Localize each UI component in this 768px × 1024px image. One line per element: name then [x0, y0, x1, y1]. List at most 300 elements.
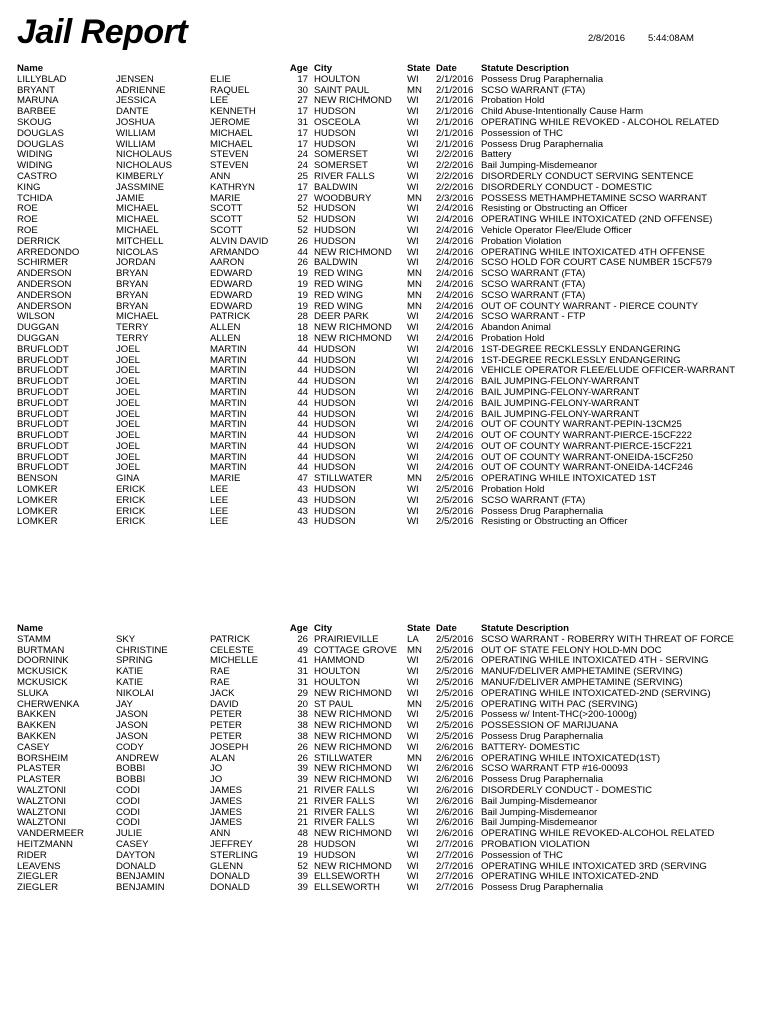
cell-last-name: STAMM [17, 633, 51, 645]
cell-statute-description: OPERATING WHILE INTOXICATED 4TH OFFENSE [481, 246, 705, 258]
cell-middle-name: MICHAEL [210, 138, 253, 150]
cell-last-name: CASTRO [17, 170, 57, 182]
cell-first-name: JOEL [116, 386, 140, 398]
cell-statute-description: POSSESSION OF MARIJUANA [481, 720, 619, 732]
cell-state: WI [407, 224, 419, 236]
table-row [0, 743, 768, 754]
cell-middle-name: PATRICK [210, 633, 251, 645]
cell-middle-name: ELIE [210, 73, 231, 85]
cell-first-name: CASEY [116, 838, 149, 850]
cell-first-name: KATIE [116, 676, 144, 688]
cell-date: 2/4/2016 [436, 203, 474, 215]
cell-statute-description: SCSO WARRANT - FTP [481, 311, 586, 323]
cell-first-name: MICHAEL [116, 224, 159, 236]
cell-first-name: JASSMINE [116, 181, 164, 193]
cell-last-name: TCHIDA [17, 192, 53, 204]
column-header-date: Date [436, 63, 457, 74]
report-title: Jail Report [17, 13, 188, 51]
cell-last-name: BAKKEN [17, 709, 56, 721]
cell-date: 2/4/2016 [436, 451, 474, 463]
cell-statute-description: SCSO WARRANT (FTA) [481, 84, 586, 96]
cell-city: SOMERSET [314, 160, 368, 172]
cell-date: 2/4/2016 [436, 289, 474, 301]
report-time: 5:44:08AM [648, 33, 694, 44]
cell-state: WI [407, 95, 419, 107]
cell-statute-description: OPERATING WITH PAC (SERVING) [481, 698, 638, 710]
cell-state: MN [407, 644, 422, 656]
cell-date: 2/4/2016 [436, 376, 474, 388]
cell-middle-name: JAMES [210, 795, 242, 807]
cell-date: 2/1/2016 [436, 127, 474, 139]
cell-statute-description: MANUF/DELIVER AMPHETAMINE (SERVING) [481, 676, 683, 688]
cell-middle-name: MICHAEL [210, 127, 253, 139]
cell-statute-description: BAIL JUMPING-FELONY-WARRANT [481, 397, 640, 409]
cell-date: 2/1/2016 [436, 138, 474, 150]
cell-last-name: BURTMAN [17, 644, 65, 656]
cell-date: 2/4/2016 [436, 268, 474, 280]
cell-age: 21 [297, 806, 308, 818]
cell-last-name: SKOUG [17, 116, 52, 128]
table-row [0, 851, 768, 862]
cell-date: 2/4/2016 [436, 322, 474, 334]
cell-middle-name: ALLEN [210, 332, 241, 344]
cell-city: NEW RICHMOND [314, 741, 392, 753]
cell-last-name: BAKKEN [17, 730, 56, 742]
cell-state: WI [407, 795, 419, 807]
cell-statute-description: SCSO WARRANT - ROBERRY WITH THREAT OF FORCE [481, 633, 734, 645]
cell-middle-name: DONALD [210, 871, 250, 883]
cell-middle-name: MARTIN [210, 386, 247, 398]
cell-middle-name: LEE [210, 505, 229, 517]
cell-date: 2/5/2016 [436, 644, 474, 656]
cell-age: 44 [297, 451, 308, 463]
cell-age: 41 [297, 655, 308, 667]
cell-state: WI [407, 516, 419, 528]
cell-last-name: CASEY [17, 741, 50, 753]
cell-date: 2/4/2016 [436, 354, 474, 366]
cell-first-name: CODI [116, 806, 140, 818]
cell-statute-description: OUT OF STATE FELONY HOLD-MN DOC [481, 644, 662, 656]
cell-age: 28 [297, 838, 308, 850]
cell-age: 38 [297, 709, 308, 721]
cell-city: HOULTON [314, 676, 361, 688]
cell-first-name: WILLIAM [116, 127, 156, 139]
cell-middle-name: MARTIN [210, 343, 247, 355]
cell-age: 21 [297, 795, 308, 807]
cell-date: 2/2/2016 [436, 160, 474, 172]
cell-age: 52 [297, 203, 308, 215]
cell-first-name: KATIE [116, 666, 144, 678]
cell-state: WI [407, 365, 419, 377]
cell-statute-description: OPERATING WHILE INTOXICATED 4TH - SERVING [481, 655, 709, 667]
record-list [0, 635, 768, 894]
cell-last-name: SCHIRMER [17, 257, 69, 269]
cell-last-name: BRUFLODT [17, 386, 69, 398]
cell-last-name: ROE [17, 224, 38, 236]
cell-city: RED WING [314, 289, 364, 301]
cell-date: 2/4/2016 [436, 311, 474, 323]
cell-city: HUDSON [314, 365, 356, 377]
cell-first-name: NICHOLAUS [116, 160, 172, 172]
cell-last-name: VANDERMEER [17, 828, 84, 840]
cell-statute-description: Possess Drug Paraphernalia [481, 73, 604, 85]
table-row [0, 689, 768, 700]
cell-city: NEW RICHMOND [314, 95, 392, 107]
cell-statute-description: Resisting or Obstructing an Officer [481, 203, 628, 215]
cell-last-name: ZIEGLER [17, 882, 59, 894]
cell-first-name: JULIE [116, 828, 143, 840]
cell-state: WI [407, 311, 419, 323]
cell-middle-name: ANN [210, 828, 231, 840]
cell-last-name: ANDERSON [17, 300, 72, 312]
cell-state: WI [407, 741, 419, 753]
cell-first-name: JOEL [116, 354, 140, 366]
cell-first-name: TERRY [116, 322, 149, 334]
cell-last-name: BRUFLODT [17, 462, 69, 474]
cell-state: WI [407, 138, 419, 150]
cell-last-name: WALZTONI [17, 817, 67, 829]
cell-date: 2/4/2016 [436, 300, 474, 312]
cell-age: 43 [297, 484, 308, 496]
cell-last-name: WALZTONI [17, 784, 67, 796]
cell-city: HUDSON [314, 516, 356, 528]
cell-city: ELLSEWORTH [314, 871, 380, 883]
cell-city: NEW RICHMOND [314, 763, 392, 775]
cell-date: 2/7/2016 [436, 871, 474, 883]
cell-age: 44 [297, 246, 308, 258]
cell-middle-name: DONALD [210, 882, 250, 894]
cell-date: 2/5/2016 [436, 687, 474, 699]
cell-statute-description: 1ST-DEGREE RECKLESSLY ENDANGERING [481, 343, 681, 355]
cell-first-name: JOEL [116, 462, 140, 474]
table-row [0, 883, 768, 894]
cell-middle-name: JEROME [210, 116, 250, 128]
cell-date: 2/1/2016 [436, 84, 474, 96]
cell-age: 44 [297, 397, 308, 409]
cell-city: NEW RICHMOND [314, 246, 392, 258]
cell-last-name: ARREDONDO [17, 246, 80, 258]
cell-state: MN [407, 84, 422, 96]
cell-statute-description: OUT OF COUNTY WARRANT-PIERCE-15CF222 [481, 430, 692, 442]
cell-statute-description: OPERATING WHILE INTOXICATED(1ST) [481, 752, 661, 764]
cell-statute-description: Abandon Animal [481, 322, 551, 334]
report-section-2 [0, 624, 768, 894]
cell-middle-name: ANN [210, 170, 231, 182]
cell-middle-name: JO [210, 763, 223, 775]
cell-city: HOULTON [314, 73, 361, 85]
cell-last-name: LOMKER [17, 505, 58, 517]
cell-date: 2/5/2016 [436, 494, 474, 506]
cell-age: 47 [297, 473, 308, 485]
cell-date: 2/5/2016 [436, 473, 474, 485]
cell-age: 21 [297, 817, 308, 829]
cell-first-name: MICHAEL [116, 311, 159, 323]
cell-age: 18 [297, 322, 308, 334]
cell-first-name: ERICK [116, 516, 146, 528]
cell-middle-name: EDWARD [210, 300, 253, 312]
cell-state: WI [407, 784, 419, 796]
cell-city: NEW RICHMOND [314, 774, 392, 786]
cell-city: BALDWIN [314, 257, 358, 269]
cell-state: WI [407, 484, 419, 496]
cell-statute-description: BAIL JUMPING-FELONY-WARRANT [481, 408, 640, 420]
cell-statute-description: Possess Drug Paraphernalia [481, 774, 604, 786]
cell-first-name: ADRIENNE [116, 84, 166, 96]
cell-statute-description: SCSO WARRANT (FTA) [481, 278, 586, 290]
cell-date: 2/4/2016 [436, 440, 474, 452]
table-row [0, 237, 768, 248]
cell-last-name: BRUFLODT [17, 419, 69, 431]
cell-first-name: KIMBERLY [116, 170, 164, 182]
cell-middle-name: JAMES [210, 817, 242, 829]
cell-state: WI [407, 494, 419, 506]
column-header-city: City [314, 63, 333, 74]
cell-date: 2/2/2016 [436, 149, 474, 161]
cell-middle-name: PETER [210, 709, 242, 721]
cell-date: 2/7/2016 [436, 860, 474, 872]
cell-last-name: KING [17, 181, 41, 193]
cell-middle-name: SCOTT [210, 214, 243, 226]
cell-middle-name: JAMES [210, 784, 242, 796]
column-header-state: State [407, 63, 431, 74]
cell-age: 26 [297, 752, 308, 764]
cell-statute-description: OUT OF COUNTY WARRANT-ONEIDA-15CF250 [481, 451, 693, 463]
cell-city: SOMERSET [314, 149, 368, 161]
cell-age: 44 [297, 462, 308, 474]
cell-statute-description: SCSO WARRANT (FTA) [481, 289, 586, 301]
cell-age: 44 [297, 343, 308, 355]
cell-statute-description: OPERATING WHILE INTOXICATED-2ND [481, 871, 659, 883]
table-row [0, 291, 768, 302]
cell-date: 2/4/2016 [436, 278, 474, 290]
cell-middle-name: PETER [210, 730, 242, 742]
cell-age: 39 [297, 774, 308, 786]
cell-state: WI [407, 440, 419, 452]
cell-last-name: LILLYBLAD [17, 73, 67, 85]
cell-state: MN [407, 278, 422, 290]
cell-middle-name: KATHRYN [210, 181, 255, 193]
cell-age: 24 [297, 149, 308, 161]
cell-state: WI [407, 849, 419, 861]
cell-state: WI [407, 709, 419, 721]
cell-age: 48 [297, 828, 308, 840]
cell-middle-name: GLENN [210, 860, 244, 872]
cell-last-name: CHERWENKA [17, 698, 80, 710]
cell-middle-name: STEVEN [210, 149, 249, 161]
cell-city: HUDSON [314, 214, 356, 226]
cell-city: HUDSON [314, 127, 356, 139]
cell-state: MN [407, 473, 422, 485]
cell-date: 2/4/2016 [436, 430, 474, 442]
cell-city: ELLSEWORTH [314, 882, 380, 894]
cell-last-name: BAKKEN [17, 720, 56, 732]
cell-date: 2/5/2016 [436, 516, 474, 528]
cell-last-name: BRUFLODT [17, 343, 69, 355]
cell-statute-description: SCSO WARRANT FTP #16-00093 [481, 763, 628, 775]
cell-middle-name: ALLEN [210, 322, 241, 334]
cell-date: 2/5/2016 [436, 666, 474, 678]
cell-city: HUDSON [314, 354, 356, 366]
cell-state: WI [407, 257, 419, 269]
cell-date: 2/6/2016 [436, 817, 474, 829]
cell-date: 2/4/2016 [436, 246, 474, 258]
cell-date: 2/7/2016 [436, 882, 474, 894]
cell-statute-description: DISORDERLY CONDUCT - DOMESTIC [481, 181, 653, 193]
cell-first-name: CHRISTINE [116, 644, 168, 656]
cell-date: 2/3/2016 [436, 192, 474, 204]
cell-state: MN [407, 698, 422, 710]
cell-statute-description: OPERATING WHILE REVOKED-ALCOHOL RELATED [481, 828, 715, 840]
cell-last-name: DOORNINK [17, 655, 69, 667]
cell-first-name: NICOLAS [116, 246, 159, 258]
cell-date: 2/4/2016 [436, 235, 474, 247]
cell-statute-description: Possession of THC [481, 849, 563, 861]
cell-first-name: BOBBI [116, 774, 146, 786]
cell-age: 25 [297, 170, 308, 182]
column-header-city: City [314, 623, 333, 634]
cell-statute-description: Vehicle Operator Flee/Elude Officer [481, 224, 632, 236]
cell-city: HUDSON [314, 484, 356, 496]
cell-last-name: DOUGLAS [17, 138, 64, 150]
cell-middle-name: KENNETH [210, 106, 256, 118]
cell-last-name: MCKUSICK [17, 676, 68, 688]
cell-statute-description: Possess Drug Paraphernalia [481, 505, 604, 517]
cell-city: STILLWATER [314, 752, 373, 764]
cell-middle-name: MARTIN [210, 462, 247, 474]
cell-last-name: BRYANT [17, 84, 56, 96]
cell-date: 2/4/2016 [436, 419, 474, 431]
cell-middle-name: JACK [210, 687, 235, 699]
cell-last-name: PLASTER [17, 774, 61, 786]
cell-age: 17 [297, 106, 308, 118]
cell-first-name: ERICK [116, 505, 146, 517]
column-header-date: Date [436, 623, 457, 634]
cell-first-name: DAYTON [116, 849, 156, 861]
cell-age: 24 [297, 160, 308, 172]
cell-middle-name: DAVID [210, 698, 239, 710]
cell-state: WI [407, 203, 419, 215]
cell-last-name: DUGGAN [17, 332, 60, 344]
cell-state: WI [407, 828, 419, 840]
cell-age: 38 [297, 730, 308, 742]
cell-city: HUDSON [314, 106, 356, 118]
cell-state: WI [407, 774, 419, 786]
cell-last-name: DOUGLAS [17, 127, 64, 139]
cell-middle-name: EDWARD [210, 278, 253, 290]
cell-last-name: ANDERSON [17, 268, 72, 280]
cell-city: HUDSON [314, 376, 356, 388]
cell-date: 2/6/2016 [436, 741, 474, 753]
column-header-description: Statute Description [481, 63, 569, 74]
cell-city: SAINT PAUL [314, 84, 370, 96]
cell-date: 2/5/2016 [436, 676, 474, 688]
cell-middle-name: LEE [210, 516, 229, 528]
cell-state: WI [407, 397, 419, 409]
cell-age: 19 [297, 268, 308, 280]
cell-last-name: RIDER [17, 849, 47, 861]
cell-statute-description: OUT OF COUNTY WARRANT-PIERCE-15CF221 [481, 440, 692, 452]
cell-statute-description: Probation Violation [481, 235, 562, 247]
cell-state: WI [407, 376, 419, 388]
cell-first-name: MICHAEL [116, 214, 159, 226]
cell-first-name: JOEL [116, 397, 140, 409]
cell-age: 43 [297, 505, 308, 517]
cell-middle-name: SCOTT [210, 203, 243, 215]
cell-state: WI [407, 160, 419, 172]
cell-first-name: BENJAMIN [116, 882, 165, 894]
cell-state: WI [407, 106, 419, 118]
cell-last-name: LOMKER [17, 484, 58, 496]
cell-state: WI [407, 235, 419, 247]
report-section-1 [0, 64, 768, 528]
cell-middle-name: MARIE [210, 192, 241, 204]
cell-city: HUDSON [314, 203, 356, 215]
cell-state: WI [407, 655, 419, 667]
cell-city: RIVER FALLS [314, 784, 375, 796]
cell-city: HAMMOND [314, 655, 365, 667]
cell-date: 2/4/2016 [436, 408, 474, 420]
cell-date: 2/6/2016 [436, 752, 474, 764]
cell-first-name: JASON [116, 709, 148, 721]
cell-statute-description: DISORDERLY CONDUCT - DOMESTIC [481, 784, 653, 796]
cell-city: HUDSON [314, 451, 356, 463]
cell-last-name: BRUFLODT [17, 365, 69, 377]
cell-date: 2/5/2016 [436, 730, 474, 742]
cell-statute-description: Child Abuse-Intentionally Cause Harm [481, 106, 644, 118]
cell-statute-description: OPERATING WHILE INTOXICATED (2ND OFFENSE) [481, 214, 713, 226]
cell-state: WI [407, 676, 419, 688]
cell-statute-description: SCSO WARRANT (FTA) [481, 268, 586, 280]
cell-statute-description: 1ST-DEGREE RECKLESSLY ENDANGERING [481, 354, 681, 366]
cell-city: RIVER FALLS [314, 170, 375, 182]
cell-last-name: BRUFLODT [17, 354, 69, 366]
cell-first-name: BRYAN [116, 300, 149, 312]
cell-date: 2/4/2016 [436, 365, 474, 377]
cell-middle-name: MARTIN [210, 376, 247, 388]
cell-city: NEW RICHMOND [314, 720, 392, 732]
cell-statute-description: Probation Hold [481, 484, 545, 496]
cell-first-name: ERICK [116, 484, 146, 496]
cell-last-name: BRUFLODT [17, 376, 69, 388]
cell-age: 19 [297, 289, 308, 301]
cell-last-name: BRUFLODT [17, 430, 69, 442]
cell-middle-name: EDWARD [210, 289, 253, 301]
cell-date: 2/7/2016 [436, 838, 474, 850]
cell-statute-description: OUT OF COUNTY WARRANT-PEPIN-13CM25 [481, 419, 682, 431]
cell-city: HUDSON [314, 849, 356, 861]
cell-statute-description: MANUF/DELIVER AMPHETAMINE (SERVING) [481, 666, 683, 678]
cell-city: STILLWATER [314, 473, 373, 485]
cell-statute-description: Bail Jumping-Misdemeanor [481, 817, 598, 829]
cell-date: 2/6/2016 [436, 806, 474, 818]
cell-last-name: DERRICK [17, 235, 61, 247]
cell-state: WI [407, 386, 419, 398]
cell-first-name: DANTE [116, 106, 149, 118]
cell-middle-name: LEE [210, 494, 229, 506]
cell-city: HUDSON [314, 462, 356, 474]
cell-first-name: CODI [116, 784, 140, 796]
cell-statute-description: Possess Drug Paraphernalia [481, 730, 604, 742]
cell-statute-description: BATTERY- DOMESTIC [481, 741, 580, 753]
cell-first-name: JASON [116, 730, 148, 742]
cell-city: ST PAUL [314, 698, 354, 710]
cell-city: HUDSON [314, 343, 356, 355]
cell-first-name: NICHOLAUS [116, 149, 172, 161]
cell-state: WI [407, 214, 419, 226]
cell-state: WI [407, 116, 419, 128]
cell-state: WI [407, 666, 419, 678]
cell-middle-name: MARTIN [210, 419, 247, 431]
